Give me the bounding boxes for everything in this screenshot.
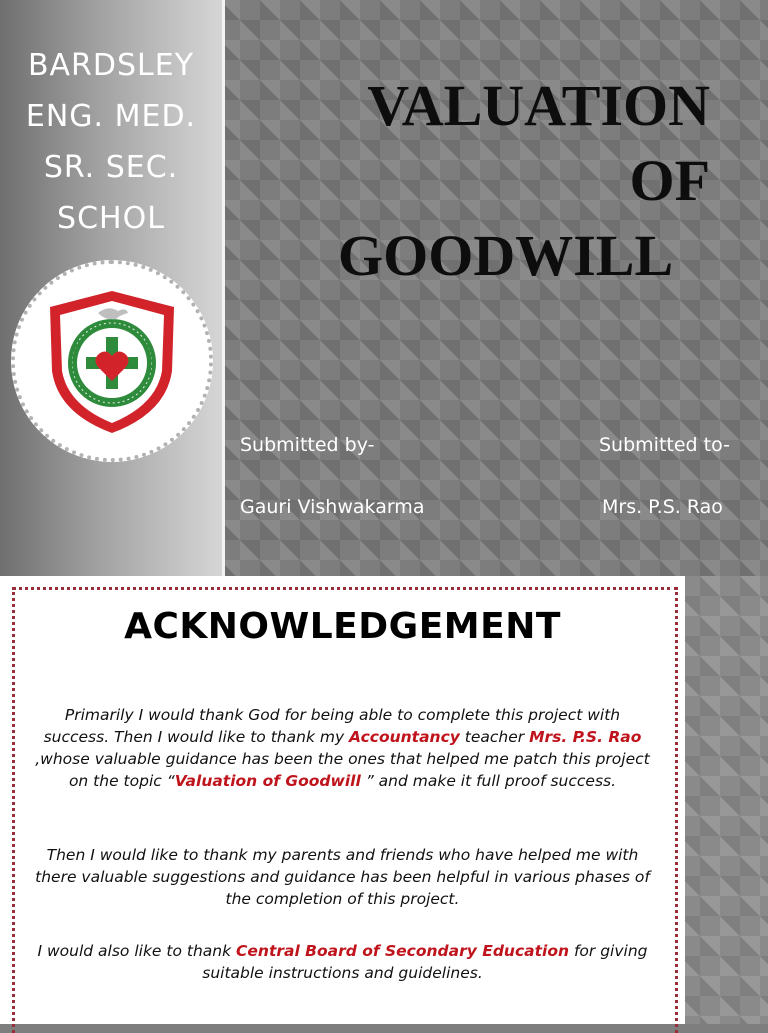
presentation-title [330, 68, 710, 293]
acknowledgement-heading: ACKNOWLEDGEMENT [124, 606, 561, 647]
paragraph-thanks-god [30, 704, 655, 792]
title-line: VALUATION [367, 73, 710, 138]
acknowledgement-slide [0, 576, 768, 1024]
highlight-topic: Valuation of Goodwill [174, 772, 361, 790]
title-line: GOODWILL [338, 223, 674, 288]
school-name-line: SCHOL [57, 201, 165, 236]
paragraph-thanks-cbse [30, 940, 655, 984]
highlight-board: Central Board of Secondary Education [236, 942, 570, 960]
highlight-teacher: Mrs. P.S. Rao [529, 728, 642, 746]
school-name-line: BARDSLEY [27, 48, 195, 83]
para-text: for giving suitable instructions and guidelines. [202, 942, 648, 982]
school-crest-icon [36, 285, 188, 437]
highlight-subject: Accountancy [349, 728, 460, 746]
student-name: Gauri Vishwakarma [240, 496, 425, 518]
school-name-line: SR. SEC. [43, 150, 179, 185]
panel-divider [222, 0, 225, 576]
para-text: teacher [459, 728, 530, 746]
para-text: ” and make it full proof success. [360, 772, 617, 790]
school-name [0, 40, 222, 244]
para-text: Primarily I would thank God for being able to complete this project with success. Then I would like to thank my [43, 706, 621, 746]
school-name-line: ENG. MED. [25, 99, 197, 134]
title-line: OF [629, 148, 710, 213]
school-logo [11, 260, 213, 462]
paragraph-thanks-parents: Then I would like to thank my parents and friends who have helped me with there valuable suggestions and guidance has been helpful in various phases of the completion of this project. [35, 846, 650, 908]
teacher-name: Mrs. P.S. Rao [602, 496, 723, 518]
para-text: I would also like to thank [37, 942, 237, 960]
submitted-to-label: Submitted to- [599, 434, 730, 456]
content-card [0, 576, 685, 1024]
submitted-by-label: Submitted by- [240, 434, 375, 456]
para-text: ,whose valuable guidance has been the ones that helped me patch this project on the topic “ [35, 750, 650, 790]
